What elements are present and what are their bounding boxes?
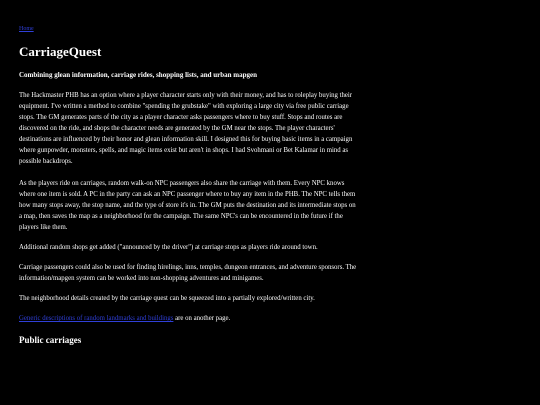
paragraph-passengers: As the players ride on carriages, random walk-on NPC passengers also share the carriage with them. Every NPC knows where one item is sold. A PC in the party can ask an NPC passenger where to buy any item in the PHB. The NPC tells them how many stops away, the stop name, and the type of store it's in. The GM puts the destination and its intermediate stops on a map, then saves the map as a neighborhood for the campaign. The same NPC's can be encountered in the future if the players like them.: [19, 180, 356, 231]
paragraph-intro: The Hackmaster PHB has an option where a player character starts only with their money, and has to roleplay buying their equipment. I've written a method to combine "spending the grubstake" with exploring a large city via free public carriage stops. The GM generates parts of the city as a player character asks passengers where to buy stuff. Stops and routes are discovered on the ride, and shops the character needs are generated by the GM near the stops. The player characters' destinations are influenced by their honor and glean information skill. I designed this for buying basic items in a campaign where gunpowder, monsters, spells, and magic items exist but aren't in shops. I had Svohmani or Bet Kalamar in mind as possible backdrops.: [19, 92, 353, 165]
landmarks-link-line: [19, 313, 359, 324]
page-subtitle: Combining glean information, carriage rides, shopping lists, and urban mapgen: [19, 71, 258, 79]
landmarks-link[interactable]: Generic descriptions of random landmarks and buildings: [19, 315, 174, 322]
page-container: [19, 26, 359, 346]
page-title: CarriageQuest: [19, 44, 102, 59]
paragraph-other-uses: Carriage passengers could also be used for finding hirelings, inns, temples, dungeon entrances, and adventure sponsors. The information/mapgen system can be worked into non-shopping adventures and minigames.: [19, 264, 357, 282]
section-heading-public-carriages: Public carriages: [19, 335, 82, 345]
paragraph-neighborhood: The neighborhood details created by the carriage quest can be squeezed into a partially explored/written city.: [19, 295, 315, 302]
home-link[interactable]: Home: [19, 26, 34, 32]
paragraph-random-shops: Additional random shops get added ("announced by the driver") at carriage stops as players ride around town.: [19, 244, 318, 251]
landmarks-link-suffix: are on another page.: [173, 315, 231, 322]
